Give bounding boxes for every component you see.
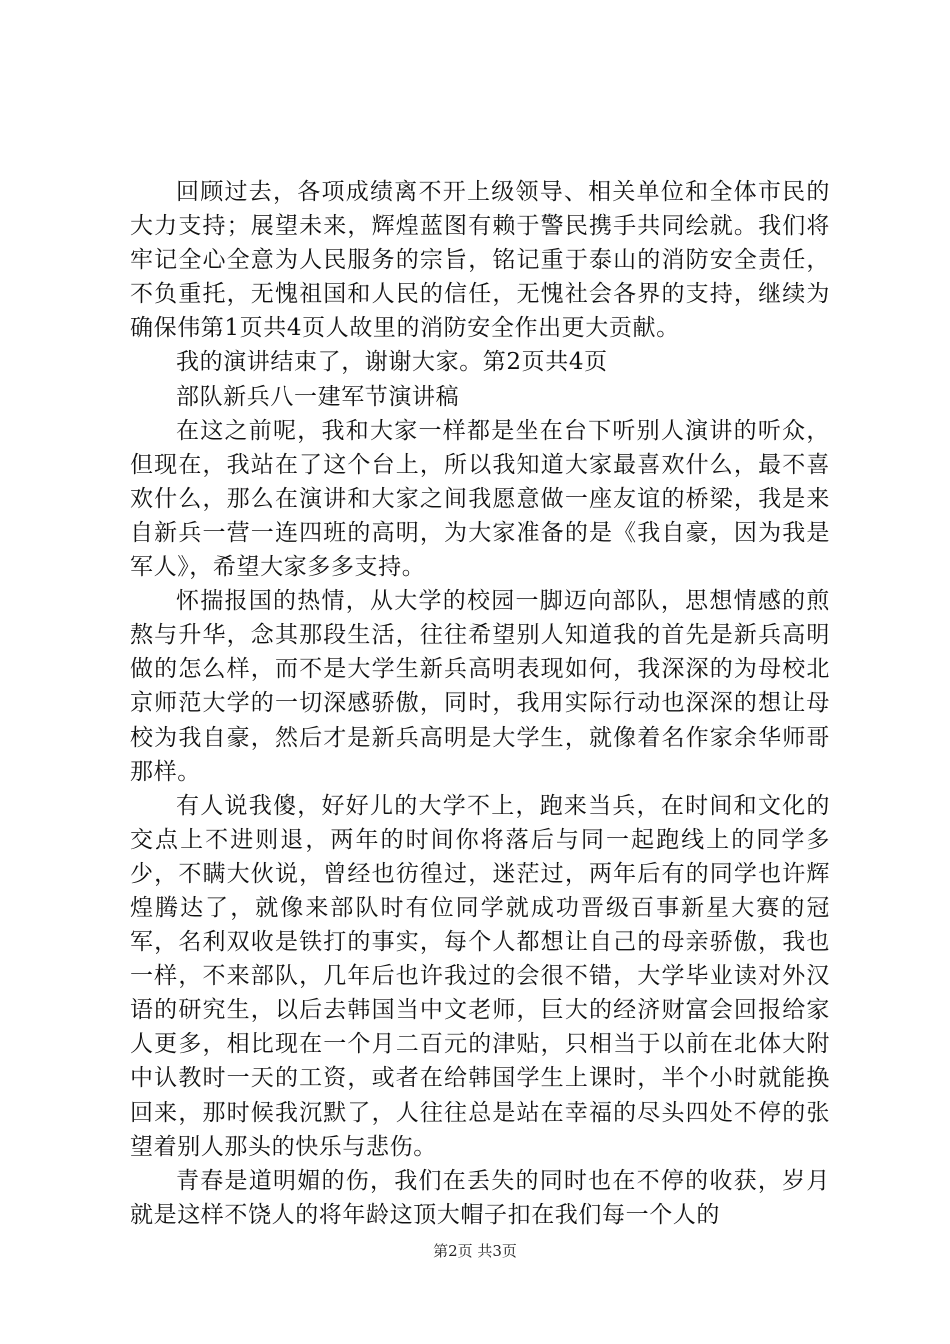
paragraph-review: 回顾过去，各项成绩离不开上级领导、相关单位和全体市民的大力支持；展望未来，辉煌蓝图有赖于警民携手共同绘就。我们将牢记全心全意为人民服务的宗旨，铭记重于泰山的消防安全责任，不负重托，无愧祖国和人民的信任，无愧社会各界的支持，继续为确保伟第1页共4页人故里的消防安全作出更大贡献。 [130,179,830,342]
paragraph-intro: 在这之前呢，我和大家一样都是坐在台下听别人演讲的听众，但现在，我站在了这个台上，所以我知道大家最喜欢什么，最不喜欢什么，那么在演讲和大家之间我愿意做一座友谊的桥梁，我是来自新兵一营一连四班的高明，为大家准备的是《我自豪，因为我是军人》，希望大家多多支持。 [130,417,830,581]
speech-title: 部队新兵八一建军节演讲稿 [176,383,460,410]
paragraph-youth: 青春是道明媚的伤，我们在丢失的同时也在不停的收获，岁月就是这样不饶人的将年龄这顶大帽子扣在我们每一个人的 [130,1167,830,1228]
document-body [130,175,830,1232]
page-footer: 第2页 共3页 [433,1242,517,1260]
paragraph-reflection: 有人说我傻，好好儿的大学不上，跑来当兵，在时间和文化的交点上不进则退，两年的时间你将落后与同一起跑线上的同学多少，不瞒大伙说，曾经也彷徨过，迷茫过，两年后有的同学也许辉煌腾达了，就像来部队时有位同学就成功晋级百事新星大赛的冠军，名利双收是铁打的事实，每个人都想让自己的母亲骄傲，我也一样，不来部队，几年后也许我过的会很不错，大学毕业读对外汉语的研究生，以后去韩国当中文老师，巨大的经济财富会回报给家人更多，相比现在一个月二百元的津贴，只相当于以前在北体大附中认教时一天的工资，或者在给韩国学生上课时，半个小时就能换回来，那时候我沉默了，人往往总是站在幸福的尽头四处不停的张望着别人那头的快乐与悲伤。 [130,792,830,1160]
paragraph-patriotism: 怀揣报国的热情，从大学的校园一脚迈向部队，思想情感的煎熬与升华，念其那段生活，往往希望别人知道我的首先是新兵高明做的怎么样，而不是大学生新兵高明表现如何，我深深的为母校北京师范大学的一切深感骄傲，同时，我用实际行动也深深的想让母校为我自豪，然后才是新兵高明是大学生，就像着名作家余华师哥那样。 [130,588,830,785]
paragraph-closing: 我的演讲结束了，谢谢大家。第2页共4页 [176,349,608,376]
